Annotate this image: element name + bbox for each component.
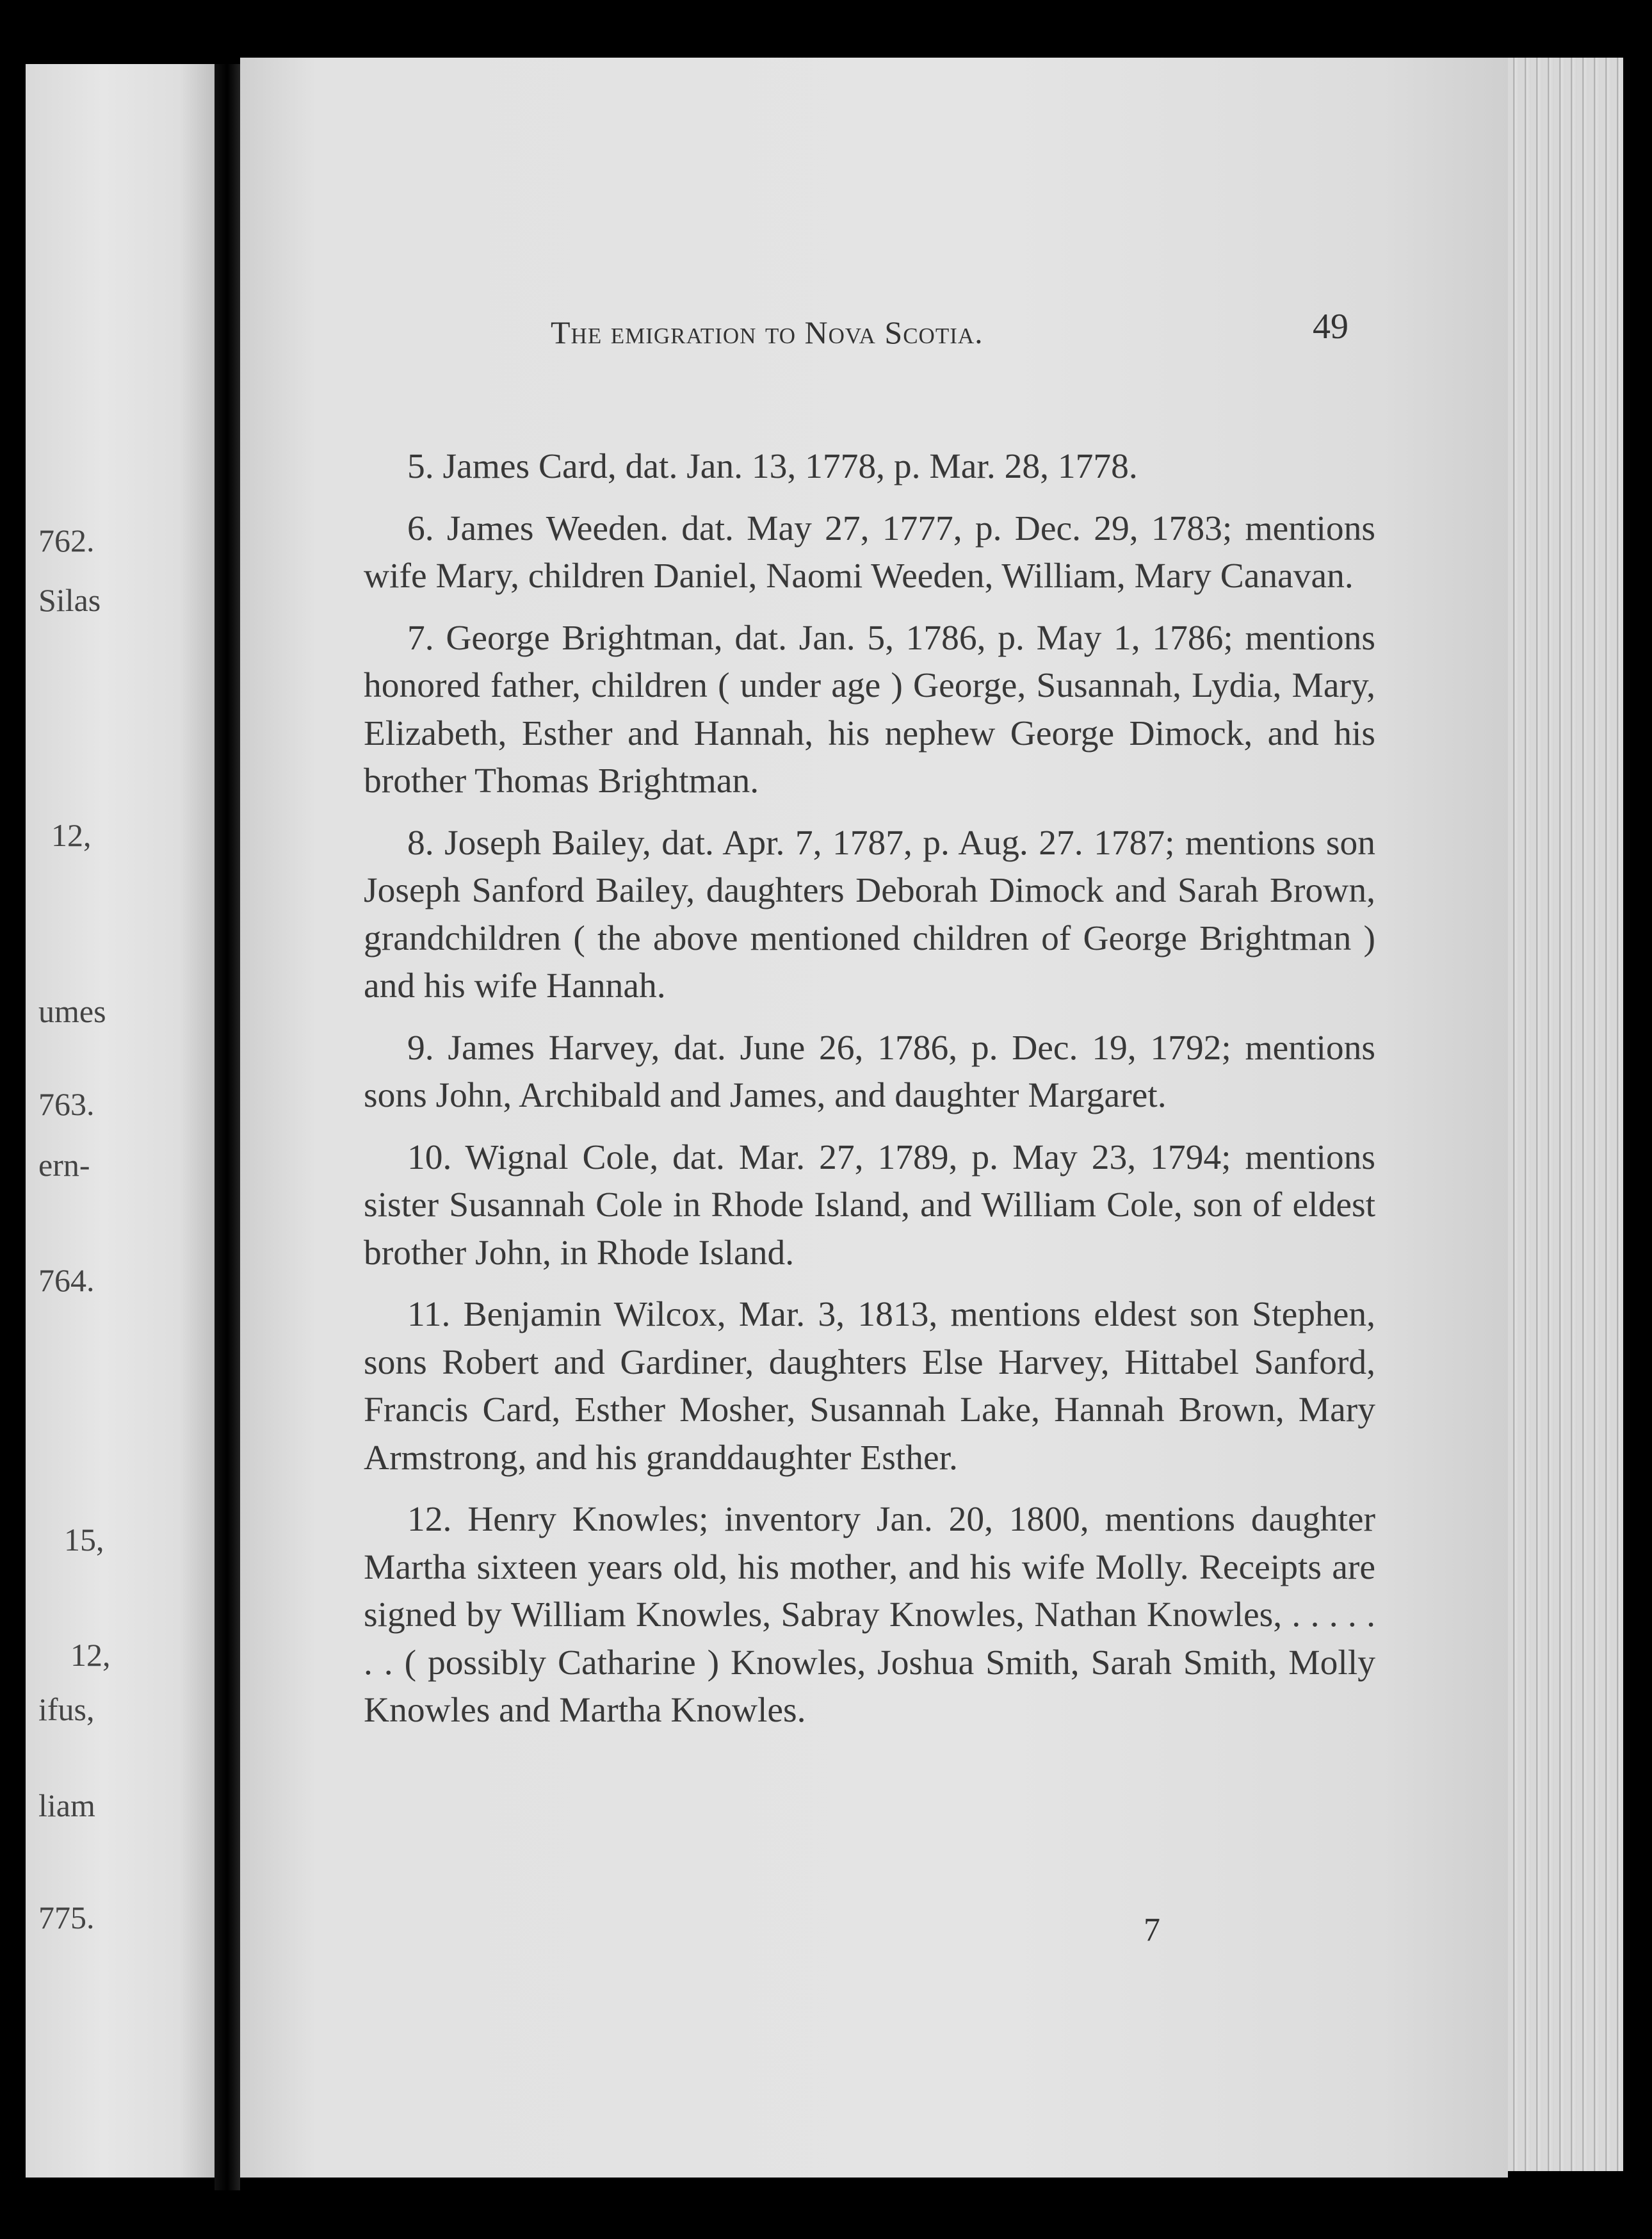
facing-page-fragment: ern- bbox=[38, 1147, 90, 1183]
entry-12: 12. Henry Knowles; inventory Jan. 20, 1800, mentions daughter Martha sixteen years old, his mother, and his wife Molly. Receipts are signed by William Knowles, Sabray Knowles, Nathan Knowles, . . . . . . . ( possibly Catharine ) Knowles, Joshua Smith, Sarah Smith, Molly Knowles and Martha Knowles. bbox=[364, 1500, 1375, 1730]
facing-page-fragment: Silas bbox=[38, 582, 101, 618]
facing-page-fragment: liam bbox=[38, 1787, 95, 1823]
running-header-title: The emigration to Nova Scotia. bbox=[551, 314, 984, 350]
facing-page-fragment: 764. bbox=[38, 1262, 95, 1298]
facing-page-fragment: 12, bbox=[51, 817, 92, 853]
entry-8: 8. Joseph Bailey, dat. Apr. 7, 1787, p. Aug. 27. 1787; mentions son Joseph Sanford Bailey, daughters Deborah Dimock and Sarah Brown, grandchildren ( the above mentioned children of George Brightman ) and his wife Hannah. bbox=[364, 823, 1375, 1006]
page-edges-stack bbox=[1508, 58, 1623, 2171]
facing-page-fragment: 12, bbox=[70, 1637, 111, 1673]
probate-entries bbox=[364, 443, 1375, 1749]
facing-page-fragment: 763. bbox=[38, 1086, 95, 1122]
entry-5: 5. James Card, dat. Jan. 13, 1778, p. Mar. 28, 1778. bbox=[407, 447, 1138, 486]
book-gutter bbox=[215, 64, 240, 2190]
running-header bbox=[551, 314, 984, 351]
entry-7: 7. George Brightman, dat. Jan. 5, 1786, p. May 1, 1786; mentions honored father, children ( under age ) George, Susannah, Lydia, Mary, Elizabeth, Esther and Hannah, his nephew George Dimock, and his brother Thomas Brightman. bbox=[364, 618, 1375, 801]
entry-10: 10. Wignal Cole, dat. Mar. 27, 1789, p. May 23, 1794; mentions sister Susannah Cole in Rhode Island, and William Cole, son of eldest brother John, in Rhode Island. bbox=[364, 1137, 1375, 1273]
facing-page-fragment: ifus, bbox=[38, 1691, 95, 1727]
facing-page-fragment: umes bbox=[38, 993, 106, 1029]
facing-page-fragment: 15, bbox=[64, 1522, 104, 1558]
facing-page-edge bbox=[26, 64, 218, 2178]
entry-9: 9. James Harvey, dat. June 26, 1786, p. Dec. 19, 1792; mentions sons John, Archibald and James, and daughter Margaret. bbox=[364, 1028, 1375, 1115]
entry-6: 6. James Weeden. dat. May 27, 1777, p. Dec. 29, 1783; mentions wife Mary, children Daniel, Naomi Weeden, William, Mary Canavan. bbox=[364, 509, 1375, 596]
facing-page-fragment: 775. bbox=[38, 1900, 95, 1935]
entry-11: 11. Benjamin Wilcox, Mar. 3, 1813, mentions eldest son Stephen, sons Robert and Gardiner, daughters Else Harvey, Hittabel Sanford, Francis Card, Esther Mosher, Susannah Lake, Hannah Brown, Mary Armstrong, and his granddaughter Esther. bbox=[364, 1295, 1375, 1478]
facing-page-fragment: 762. bbox=[38, 523, 95, 558]
page-number: 49 bbox=[1313, 307, 1348, 346]
signature-mark: 7 bbox=[1144, 1912, 1160, 1948]
